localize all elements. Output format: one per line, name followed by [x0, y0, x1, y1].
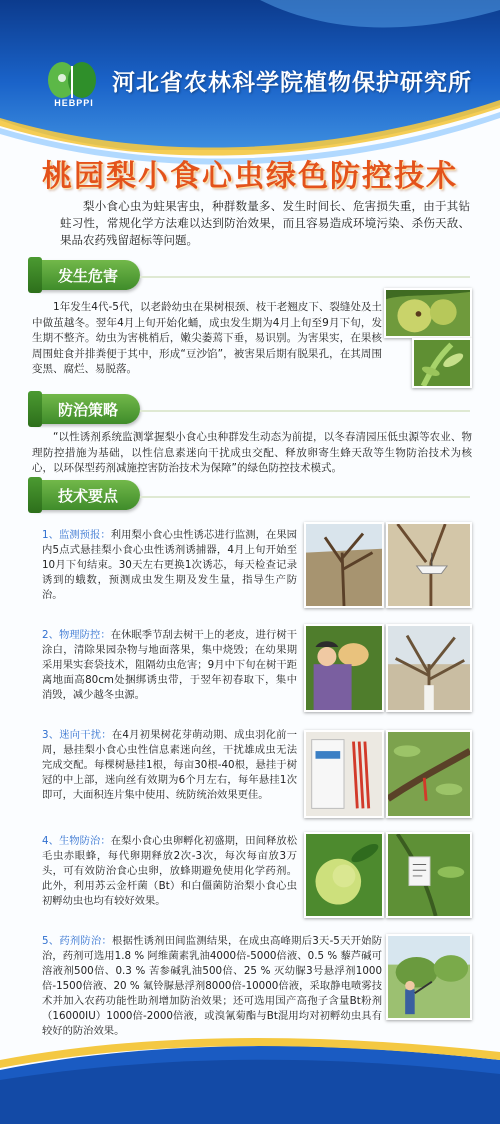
occurrence-text: 1年发生4代-5代，以老龄幼虫在果树根颈、枝干老翘皮下、裂缝处及土中做茧越冬。翌年4月上旬开始化蛹，成虫发生期为4月上旬至9月下旬，发生期不整齐。幼虫为害桃梢后，嫩尖萎蔫下垂，易识别。为害果实，在果核周围蛀食并排粪便于其中，形成“豆沙馅”，被害果后期有脱果孔，在其周围变黑、腐烂、易脱落。 [32, 301, 382, 375]
institute-name: 河北省农林科学院植物保护研究所 [112, 69, 472, 96]
item-chemical-head: 5、药剂防治： [42, 935, 113, 947]
logo-text: HEBPPI [54, 98, 94, 108]
pest-shoot-photo [412, 338, 472, 388]
item-physical-text: 在休眠季节刮去树干上的老皮，进行树干涂白，清除果园杂物与地面落果，集中烧毁；在幼果期采用果实套袋技术，阻隔幼虫危害；9月中下旬在树干距离地面高80cm处捆绑诱虫带，于翌年初春取下，集中消毁，减少越冬虫源。 [42, 629, 297, 701]
poster-title: 桃园梨小食心虫绿色防控技术 [42, 159, 458, 194]
orchard-trap-photo-2 [386, 522, 472, 608]
tab-strategy-label: 防治策略 [58, 401, 119, 419]
strategy-text: “以性诱剂系统监测掌握梨小食心虫种群发生动态为前提，以冬春清园压低虫源等农业、物理防控措施为基础，以性信息素迷向干扰成虫交配、释放卵寄生蜂天敌等生物防治技术为核心，以环保型药剂减施控害防治技术为保障”的绿色防控技术模式。 [32, 431, 472, 474]
wasp-card-photo [386, 832, 472, 918]
divider [140, 276, 470, 278]
item-biological-text: 在梨小食心虫卵孵化初盛期，田间释放松毛虫赤眼蜂，每代卵期释放2次-3次，每次每亩放3万头，可有效防治食心虫卵，放蜂期避免使用化学药剂。此外，利用苏云金杆菌（Bt）和白僵菌防治梨小食心虫初孵幼虫也均有较好效果。 [42, 835, 297, 907]
divider [140, 410, 470, 412]
item-mating-disruption [42, 728, 297, 803]
tab-strategy [30, 394, 140, 424]
item-monitoring-text: 利用梨小食心虫性诱芯进行监测，在果园内5点式悬挂梨小食心虫性诱剂诱捕器，4月上旬开始至10月下旬结束。30天左右更换1次诱芯，每天检查记录诱到的蛾数，预测成虫发生期及发生量，指导生产防治。 [42, 529, 297, 601]
spraying-photo [386, 934, 472, 1020]
item-physical [42, 628, 297, 703]
orchard-trap-photo-1 [304, 522, 384, 608]
item-biological-head: 4、生物防治： [42, 835, 111, 847]
item-monitoring-head: 1、监测预报： [42, 529, 111, 541]
divider [140, 496, 470, 498]
fruit-bagging-photo [304, 624, 384, 712]
tab-occurrence-label: 发生危害 [58, 267, 119, 285]
peach-fruit-photo [304, 832, 384, 918]
item-physical-head: 2、物理防控： [42, 629, 111, 641]
tab-occurrence [30, 260, 140, 290]
footer-wave [0, 1030, 500, 1124]
item-biological [42, 834, 297, 909]
item-chemical [42, 934, 382, 1039]
tab-key-points-label: 技术要点 [58, 487, 119, 505]
tab-key-points [30, 480, 140, 510]
item-chemical-text: 根据性诱剂田间监测结果，在成虫高峰期后3天-5天开始防治，药剂可选用1.8 % 阿维菌素乳油4000倍-5000倍液、0.5 % 藜芦碱可溶液剂500倍、0.3 % 苦参碱乳油500倍、25 % 灭幼脲3号悬浮剂1000倍-1500倍液、20 % 氟铃脲悬浮剂8000倍-10000倍液，采取静电喷雾技术并加入农药功能性助剂增加防治效果；还可选用国产高孢子含量Bt粉剂（16000IU）1000倍-2000倍液，或溴氰菊酯与Bt混用均对初孵幼虫具有较好的防治效果。 [42, 935, 382, 1037]
item-mating-disruption-head: 3、迷向干扰： [42, 729, 112, 741]
item-monitoring [42, 528, 297, 603]
trunk-whitewash-photo [386, 624, 472, 712]
intro-paragraph: 梨小食心虫为蛀果害虫，种群数量多、发生时间长、危害损失重，由于其钻蛀习性，常规化学方法难以达到防治效果，而且容易造成环境污染、杀伤天敌、果品农药残留超标等问题。 [60, 199, 470, 247]
item-mating-disruption-text: 在4月初果树花芽萌动期、成虫羽化前一周，悬挂梨小食心虫性信息素迷向丝，干扰雄成虫无法完成交配。每棵树悬挂1根，每亩30根-40根，悬挂于树冠的中上部，迷向丝有效期为6个月左右，每年悬挂1次即可，大面积连片集中使用、统防统治效果更佳。 [42, 729, 297, 801]
dispenser-package-photo [304, 730, 384, 818]
pest-fruit-photo [384, 288, 472, 338]
dispenser-on-tree-photo [386, 730, 472, 818]
